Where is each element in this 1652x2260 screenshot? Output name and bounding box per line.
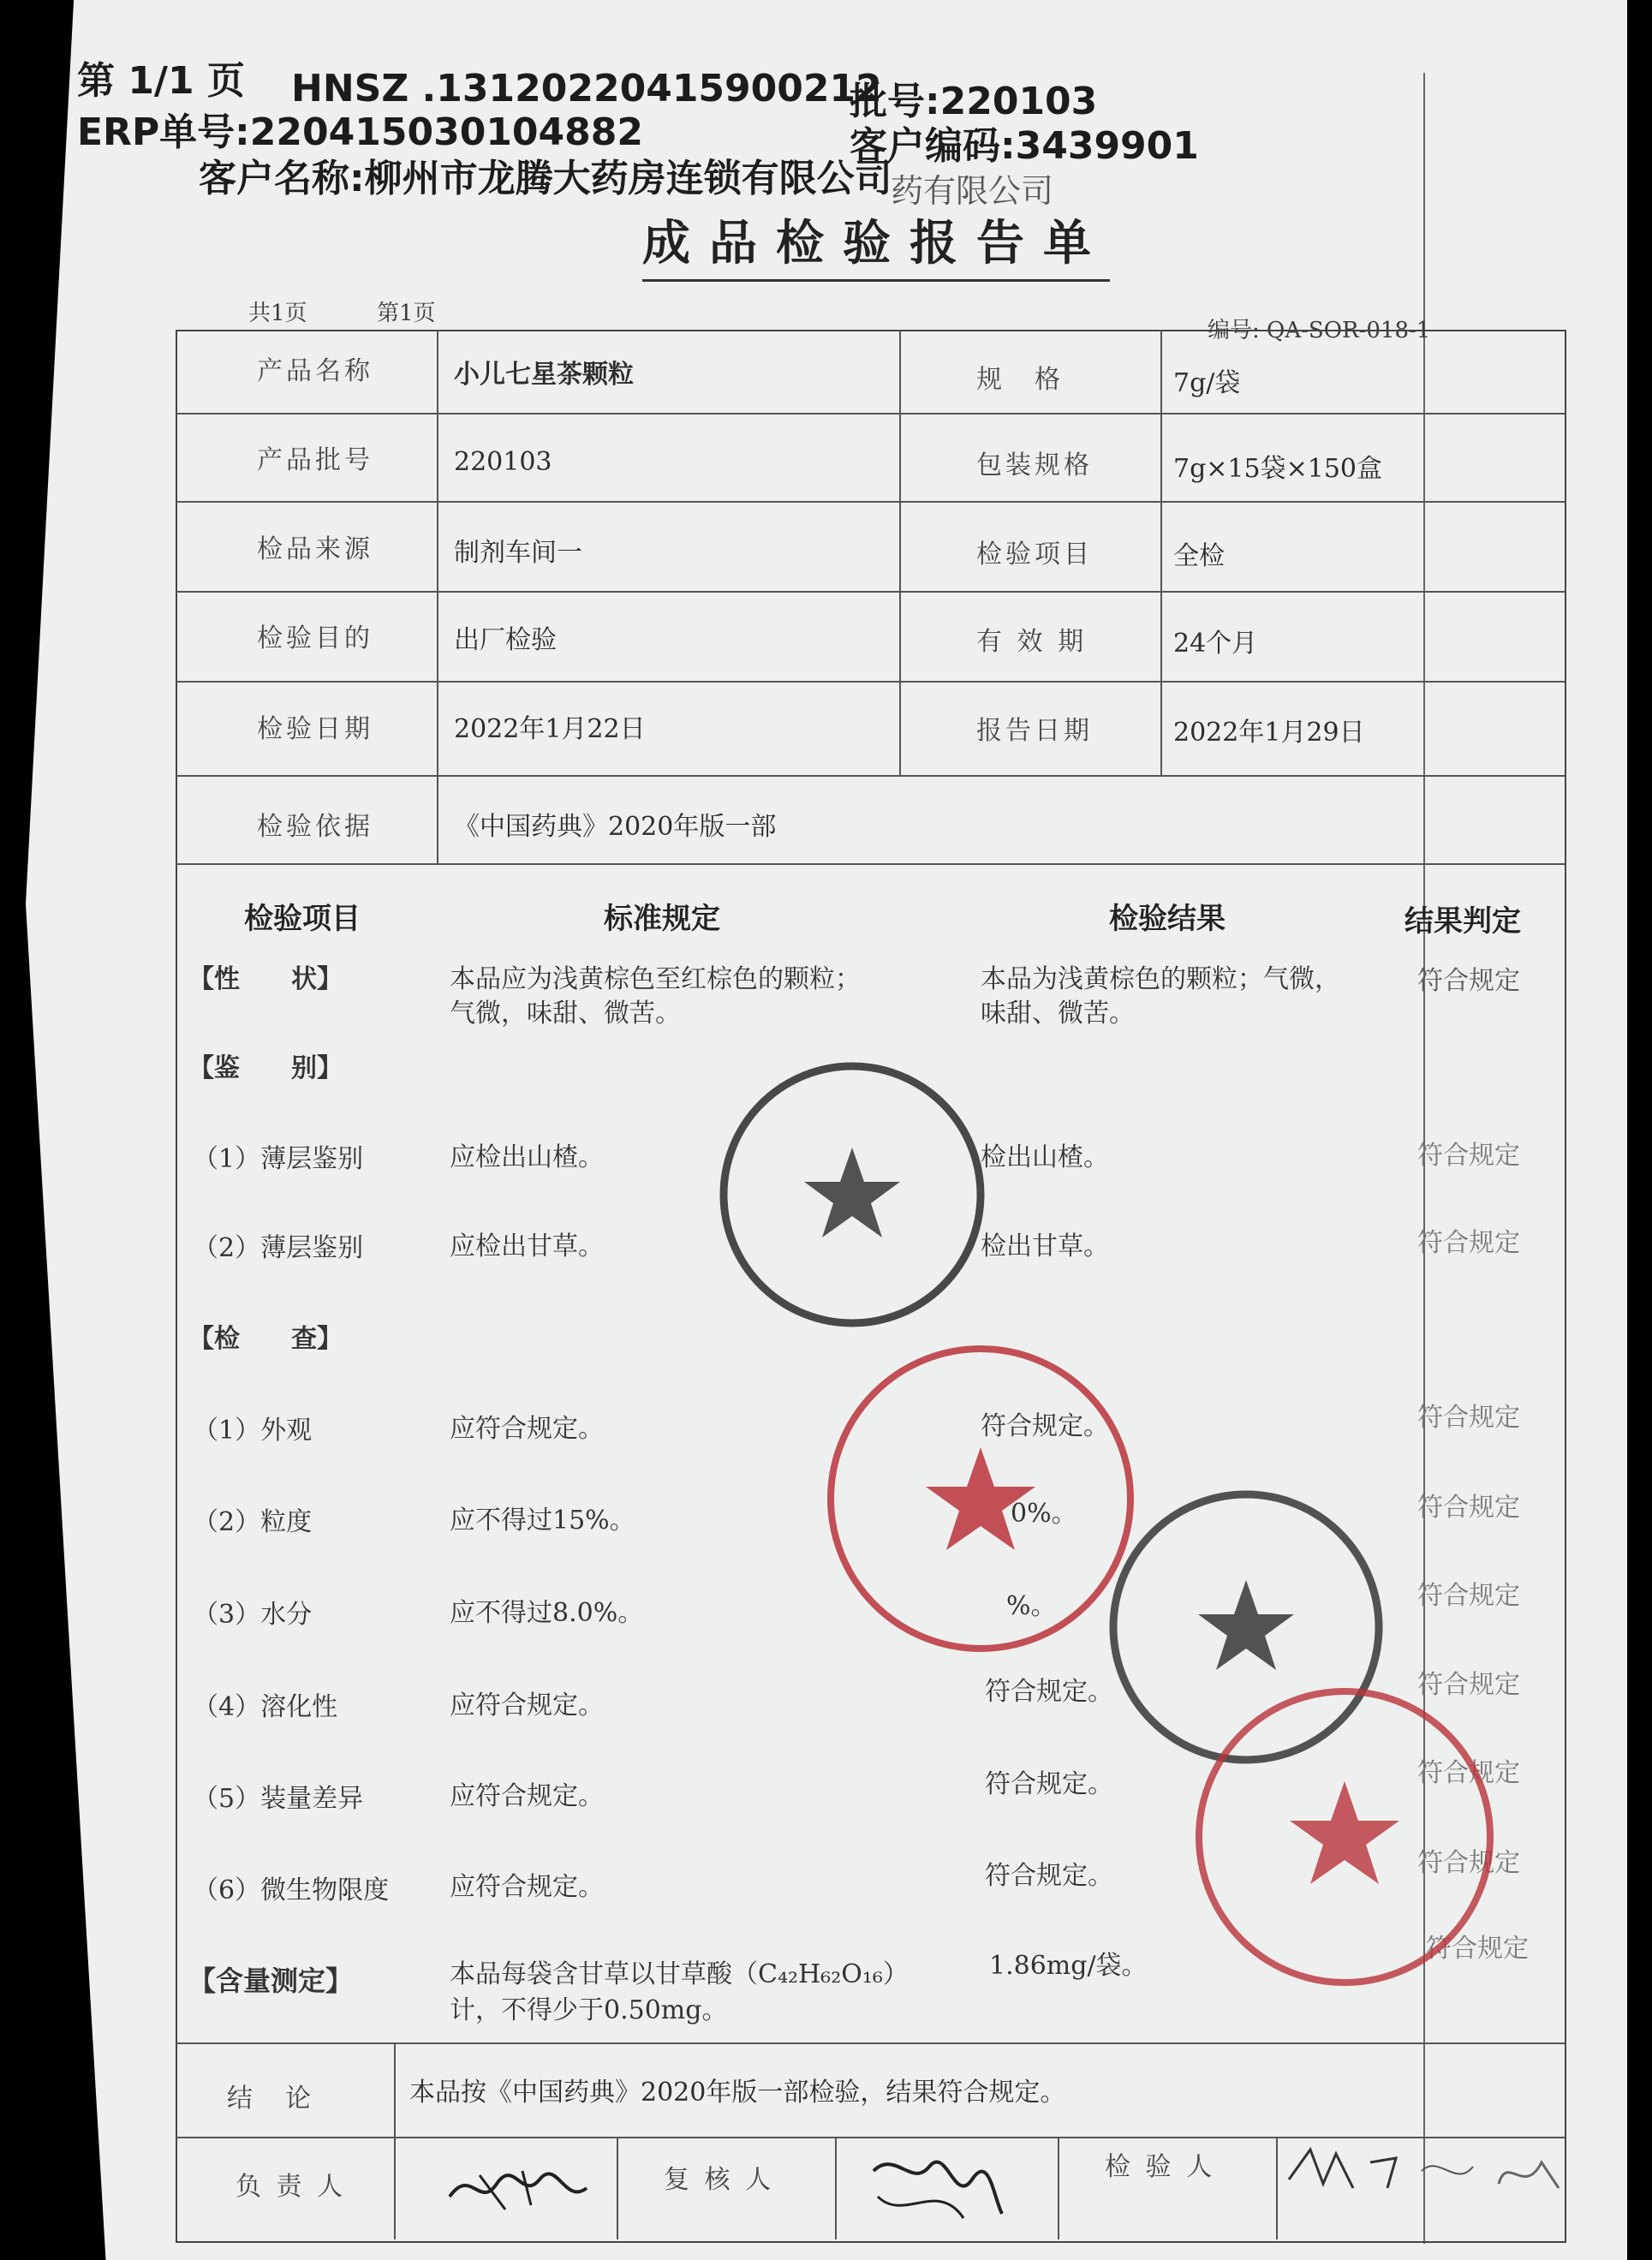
assay-judgement: 符合规定 — [1426, 1934, 1529, 1964]
customer-code: 客户编码:3439901 — [850, 124, 1199, 168]
conclusion-text: 本品按《中国药典》2020年版一部检验，结果符合规定。 — [409, 2078, 1066, 2108]
batch-number: 批号:220103 — [850, 80, 1098, 123]
check2-result: 0%。 — [1011, 1499, 1077, 1529]
check5-result: 符合规定。 — [985, 1769, 1113, 1799]
check1-label: （1）外观 — [193, 1416, 313, 1446]
check5-judgement: 符合规定 — [1417, 1758, 1520, 1788]
check4-label: （4）溶化性 — [193, 1692, 338, 1722]
report-date-value: 2022年1月29日 — [1173, 718, 1365, 748]
page-indicator: 第 1/1 页 — [77, 59, 245, 103]
col-head-result: 检验结果 — [1109, 902, 1226, 936]
check2-label: （2）粒度 — [193, 1507, 313, 1537]
basis-label: 检验依据 — [257, 812, 373, 842]
check6-result: 符合规定。 — [985, 1861, 1113, 1891]
col-divider — [437, 330, 438, 863]
report-date-label: 报告日期 — [976, 716, 1093, 746]
customer-name: 客户名称:柳州市龙腾大药房连锁有限公司 — [199, 157, 892, 200]
reviewer-label: 复 核 人 — [664, 2165, 775, 2195]
col-divider — [1160, 330, 1162, 775]
batch-value: 220103 — [454, 447, 552, 477]
col-head-judgement: 结果判定 — [1404, 904, 1521, 939]
col-divider — [1058, 2137, 1059, 2239]
purpose-value: 出厂检验 — [454, 625, 557, 655]
row-divider — [176, 591, 1565, 593]
product-name-label: 产品名称 — [257, 356, 373, 386]
page-number: 第1页 — [377, 301, 436, 326]
id2-judgement: 符合规定 — [1417, 1228, 1520, 1258]
row-divider — [176, 775, 1565, 777]
col-divider — [835, 2137, 837, 2239]
item-value: 全检 — [1173, 541, 1225, 571]
validity-value: 24个月 — [1173, 629, 1258, 659]
responsible-label: 负 责 人 — [236, 2172, 347, 2202]
date-label: 检验日期 — [257, 714, 373, 744]
source-label: 检品来源 — [257, 534, 373, 564]
row-divider — [176, 681, 1565, 683]
quality-dept-seal-black — [711, 1053, 993, 1336]
section-appearance: 【性 状】 — [188, 964, 343, 994]
id1-label: （1）薄层鉴别 — [193, 1144, 364, 1174]
date-value: 2022年1月22日 — [454, 714, 646, 744]
appearance-result: 本品为浅黄棕色的颗粒；气微， — [981, 964, 1340, 994]
assay-standard-2: 计，不得少于0.50mg。 — [450, 1995, 728, 2025]
id2-standard: 应检出甘草。 — [450, 1231, 604, 1261]
id1-result: 检出山楂。 — [981, 1142, 1109, 1172]
batch-label: 产品批号 — [257, 445, 373, 475]
appearance-judgement: 符合规定 — [1417, 966, 1520, 996]
section-inspection: 【检 查】 — [188, 1324, 343, 1354]
col-divider — [899, 330, 901, 775]
check3-result: %。 — [1006, 1591, 1057, 1621]
pack-value: 7g×15袋×150盒 — [1173, 454, 1382, 484]
check6-judgement: 符合规定 — [1417, 1848, 1520, 1878]
row-divider — [176, 413, 1565, 414]
purpose-label: 检验目的 — [257, 623, 373, 653]
check1-result: 符合规定。 — [981, 1411, 1109, 1441]
document-number: 编号: QA-SOR-018-1 — [1208, 318, 1431, 343]
check3-judgement: 符合规定 — [1417, 1581, 1520, 1611]
check3-label: （3）水分 — [193, 1600, 313, 1630]
spec-value: 7g/袋 — [1173, 368, 1241, 398]
basis-value: 《中国药典》2020年版一部 — [454, 812, 777, 842]
col-divider — [1276, 2137, 1278, 2239]
id2-label: （2）薄层鉴别 — [193, 1233, 364, 1263]
appearance-standard-2: 气微，味甜、微苦。 — [450, 999, 681, 1029]
check2-judgement: 符合规定 — [1417, 1493, 1520, 1523]
section-assay: 【含量测定】 — [188, 1965, 354, 1997]
spec-label: 规 格 — [976, 365, 1064, 395]
report-title: 成品检验报告单 — [642, 206, 1110, 282]
product-name: 小儿七星茶颗粒 — [454, 360, 634, 390]
signature-reviewer — [861, 2145, 1006, 2231]
row-divider — [176, 2042, 1565, 2044]
erp-number: ERP单号:220415030104882 — [77, 110, 644, 154]
check2-standard: 应不得过15%。 — [450, 1506, 635, 1535]
inspector-label: 检 验 人 — [1105, 2152, 1216, 2182]
id1-judgement: 符合规定 — [1417, 1141, 1520, 1171]
check5-label: （5）装量差异 — [193, 1784, 364, 1814]
row-divider — [176, 863, 1565, 865]
check1-standard: 应符合规定。 — [450, 1414, 604, 1444]
signature-responsible — [445, 2158, 591, 2218]
check4-standard: 应符合规定。 — [450, 1691, 604, 1720]
item-label: 检验项目 — [976, 540, 1093, 569]
row-divider — [176, 501, 1565, 503]
validity-label: 有 效 期 — [976, 627, 1088, 657]
check1-judgement: 符合规定 — [1417, 1403, 1520, 1433]
check6-standard: 应符合规定。 — [450, 1872, 604, 1902]
check5-standard: 应符合规定。 — [450, 1781, 604, 1811]
id1-standard: 应检出山楂。 — [450, 1142, 604, 1172]
quality-mgmt-seal-red-1 — [818, 1336, 1143, 1661]
section-identification: 【鉴 别】 — [188, 1053, 343, 1083]
check4-result: 符合规定。 — [985, 1677, 1113, 1707]
pack-label: 包装规格 — [976, 450, 1093, 480]
check6-label: （6）微生物限度 — [193, 1875, 390, 1905]
appearance-result-2: 味甜、微苦。 — [981, 999, 1135, 1029]
col-divider — [394, 2042, 396, 2239]
conclusion-label: 结 论 — [227, 2084, 314, 2114]
appearance-standard: 本品应为浅黄棕色至红棕色的颗粒； — [450, 964, 861, 994]
company-fragment: 药有限公司 — [891, 172, 1054, 210]
col-head-standard: 标准规定 — [604, 902, 720, 936]
assay-standard: 本品每袋含甘草以甘草酸（C₄₂H₆₂O₁₆） — [450, 1959, 909, 1989]
assay-result: 1.86mg/袋。 — [989, 1951, 1148, 1981]
check4-judgement: 符合规定 — [1417, 1670, 1520, 1700]
hnsz-number: HNSZ .13120220415900212 — [291, 67, 882, 110]
signature-inspector — [1285, 2137, 1567, 2205]
col-head-item: 检验项目 — [244, 902, 361, 936]
total-pages: 共1页 — [248, 301, 307, 326]
col-divider — [617, 2137, 618, 2239]
quality-mgmt-seal-red-2 — [1186, 1679, 1503, 1995]
check3-standard: 应不得过8.0%。 — [450, 1598, 644, 1628]
id2-result: 检出甘草。 — [981, 1231, 1109, 1261]
source-value: 制剂车间一 — [454, 538, 582, 568]
